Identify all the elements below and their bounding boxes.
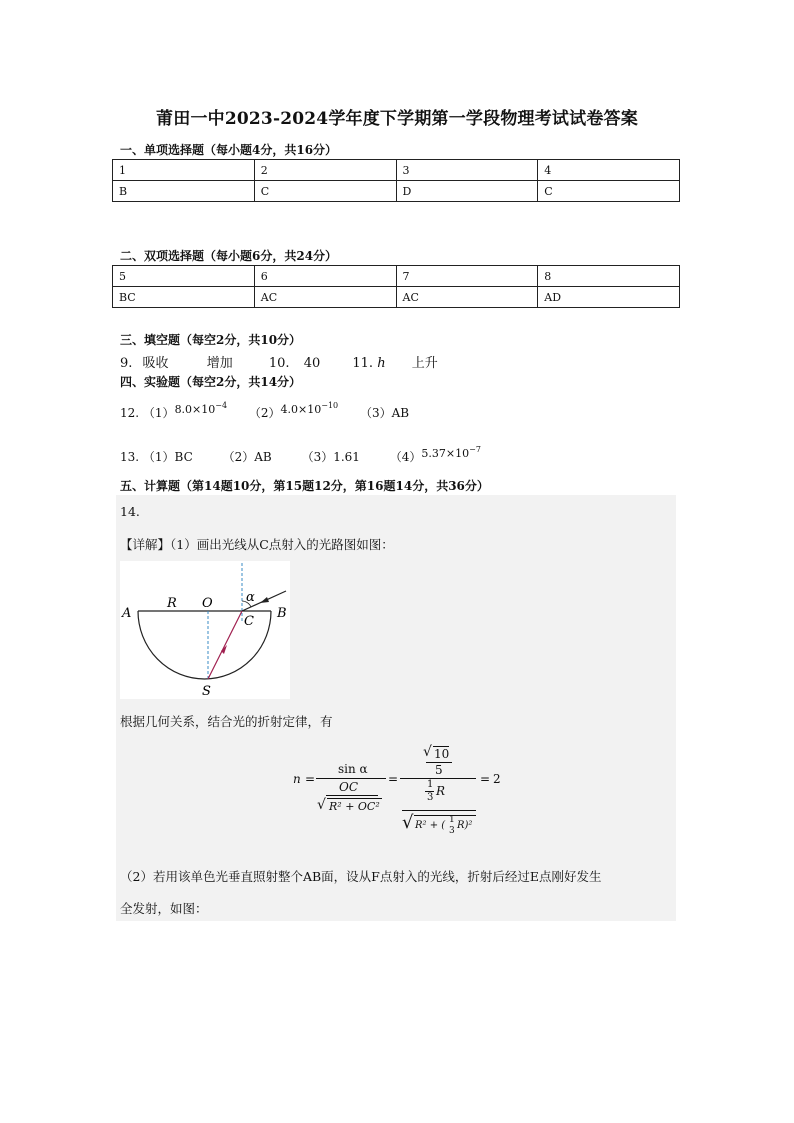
question-number-cell: 1 <box>113 160 255 181</box>
q11-answer-b: 上升 <box>411 356 438 371</box>
formula-main-fraction-bar <box>316 778 386 779</box>
answer-cell: AC <box>254 287 396 308</box>
formula-sqrt-expr: R² + ( <box>415 820 446 831</box>
table-row <box>113 181 680 202</box>
q12-part2-label: （2） <box>248 406 281 420</box>
q12-answers <box>120 401 410 421</box>
answer-cell: D <box>396 181 538 202</box>
formula-R: R <box>436 784 446 798</box>
formula-sqrt-R-OC: R² + OC² <box>329 800 380 813</box>
q12-part3: （3）AB <box>359 406 410 420</box>
sqrt-icon: √ <box>402 812 414 833</box>
formula-one-third-den: 3 <box>427 792 434 803</box>
label-S: S <box>202 684 211 699</box>
q13-answers <box>120 445 481 465</box>
formula-equals-1: = <box>305 772 316 786</box>
label-C: C <box>244 614 254 629</box>
semicircle-refraction-svg <box>120 561 290 699</box>
q13-part2: （2）AB <box>222 450 272 464</box>
part2-line1: （2）若用该单色光垂直照射整个AB面，设从F点射入的光线，折射后经过E点刚好发生 <box>120 869 602 884</box>
q10-answer: 40 <box>303 356 321 371</box>
q9-answer-b: 增加 <box>206 356 233 371</box>
label-alpha: α <box>246 590 255 605</box>
label-O: O <box>202 596 213 611</box>
formula-result: 2 <box>493 772 501 786</box>
geometry-text: 根据几何关系，结合光的折射定律，有 <box>120 714 333 729</box>
sqrt-overline <box>327 798 382 799</box>
question-number-cell: 4 <box>538 160 680 181</box>
sqrt-icon: √ <box>423 744 432 760</box>
q11-label: 11. <box>352 356 374 371</box>
q11-answer-a: h <box>377 356 386 371</box>
formula-sqrt-expr-end: R)² <box>457 820 473 831</box>
q12-label: 12. <box>120 406 140 420</box>
label-A: A <box>122 606 132 621</box>
answer-cell: AC <box>396 287 538 308</box>
section-heading-experiment: 四、实验题（每空2分，共14分） <box>120 375 302 389</box>
label-B: B <box>277 606 287 621</box>
fraction-bar <box>402 810 476 811</box>
formula-inner-three: 3 <box>449 826 455 836</box>
label-R: R <box>167 596 177 611</box>
question-number-cell: 7 <box>396 266 538 287</box>
formula-five: 5 <box>435 763 443 777</box>
answer-cell: B <box>113 181 255 202</box>
formula-main-fraction-bar-2 <box>400 778 476 779</box>
formula-sub-fraction-bar <box>326 795 378 796</box>
q9-label: 9. <box>120 356 133 371</box>
question-number-cell: 6 <box>254 266 396 287</box>
fill-blank-answers <box>120 352 438 371</box>
question-number-cell: 5 <box>113 266 255 287</box>
q12-part1-value: $8.0\times 10^{-4}$ <box>174 401 228 416</box>
q12-part1-label: （1） <box>142 406 175 420</box>
table-row <box>113 287 680 308</box>
formula-sqrt10: 10 <box>434 747 450 761</box>
part2-line2: 全发射，如图： <box>120 901 208 916</box>
refraction-formula <box>290 742 520 842</box>
page-title: 莆田一中2023-2024学年度下学期第一学段物理考试试卷答案 <box>156 109 638 129</box>
section-heading-calculation: 五、计算题（第14题10分，第15题12分，第16题14分，共36分） <box>120 479 489 493</box>
q14-label: 14. <box>120 504 140 519</box>
answer-cell: C <box>254 181 396 202</box>
single-choice-answer-table <box>112 159 680 202</box>
formula-sin-alpha: sin α <box>338 762 368 776</box>
q13-part3: （3）1.61 <box>301 450 360 464</box>
question-number-cell: 3 <box>396 160 538 181</box>
table-row <box>113 266 680 287</box>
sqrt-overline <box>414 815 476 816</box>
q13-part1: （1）BC <box>142 450 193 464</box>
light-path-diagram <box>120 561 290 699</box>
formula-inner-one: 1 <box>449 815 455 825</box>
formula-n: n <box>293 772 301 786</box>
formula-equals-3: = <box>480 772 491 786</box>
q10-label: 10. <box>268 356 290 371</box>
answer-cell: C <box>538 181 680 202</box>
formula-one-third-num: 1 <box>427 779 434 790</box>
question-number-cell: 2 <box>254 160 396 181</box>
section-heading-fill-blank: 三、填空题（每空2分，共10分） <box>120 333 302 347</box>
q13-label: 13. <box>120 450 140 464</box>
answer-cell: BC <box>113 287 255 308</box>
question-number-cell: 8 <box>538 266 680 287</box>
formula-OC: OC <box>339 780 359 794</box>
sqrt-icon: √ <box>317 797 326 813</box>
q12-part2-value: $4.0\times 10^{-10}$ <box>280 401 339 416</box>
q13-part4-value: $5.37\times 10^{-7}$ <box>421 445 481 460</box>
formula-equals-2: = <box>388 772 399 786</box>
table-row <box>113 160 680 181</box>
section-heading-single-choice: 一、单项选择题（每小题4分，共16分） <box>120 143 338 157</box>
q13-part4-label: （4） <box>389 450 422 464</box>
section-heading-double-choice: 二、双项选择题（每小题6分，共24分） <box>120 249 338 263</box>
answer-cell: AD <box>538 287 680 308</box>
double-choice-answer-table <box>112 265 680 308</box>
q9-answer-a: 吸收 <box>142 356 169 371</box>
detail-intro: 【详解】（1）画出光线从C点射入的光路图如图： <box>120 537 394 552</box>
solution-panel <box>116 495 676 921</box>
